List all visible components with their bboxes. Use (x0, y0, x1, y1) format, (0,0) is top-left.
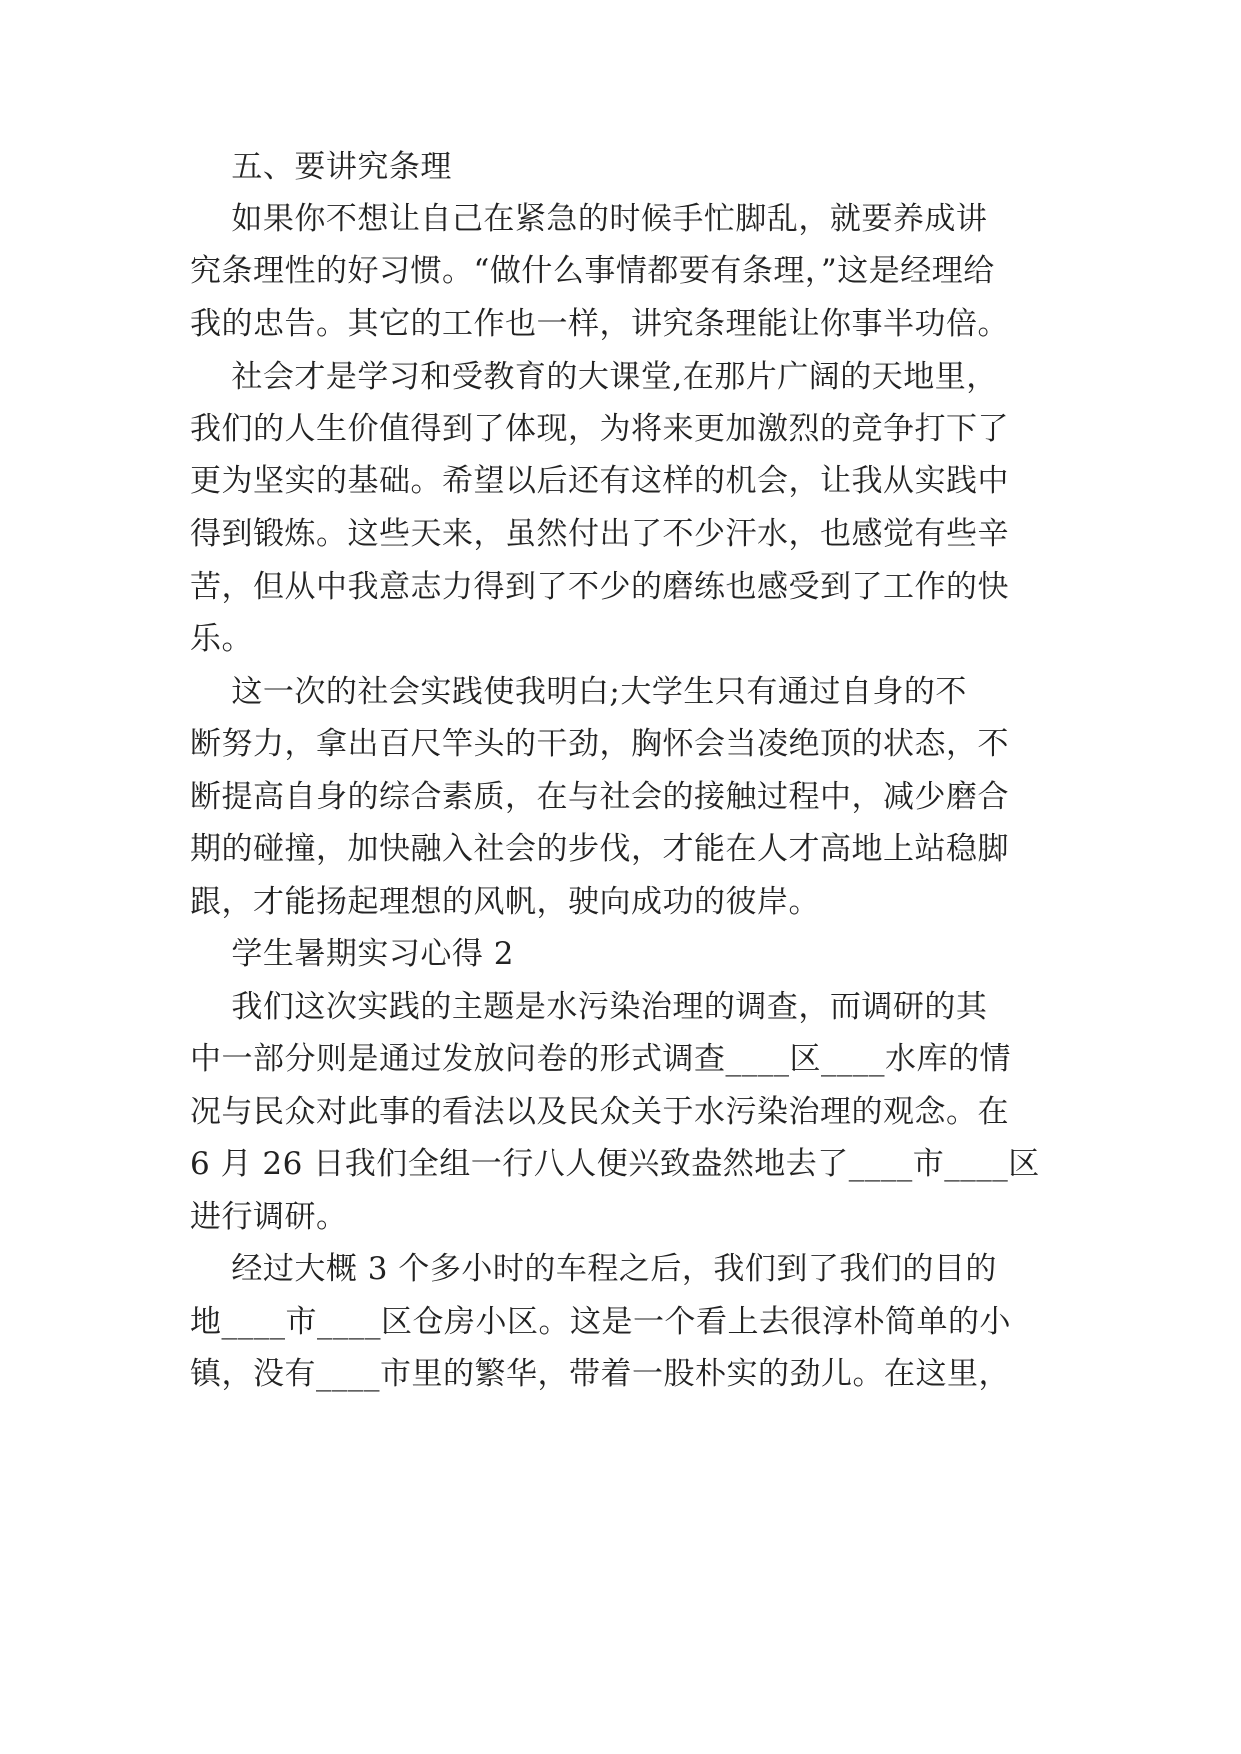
paragraph-line: 究条理性的好习惯。“做什么事情都要有条理，”这是经理给 (190, 253, 995, 289)
paragraph-line: 如果你不想让自己在紧急的时候手忙脚乱，就要养成讲 (190, 201, 988, 237)
paragraph-line: 跟，才能扬起理想的风帆，驶向成功的彼岸。 (190, 884, 820, 920)
paragraph-line: 进行调研。 (190, 1199, 348, 1235)
paragraph-line: 镇，没有____市里的繁华，带着一股朴实的劲儿。在这里， (190, 1356, 1010, 1392)
paragraph-line: 社会才是学习和受教育的大课堂,在那片广阔的天地里， (190, 359, 998, 395)
section-heading: 五、要讲究条理 (190, 149, 452, 185)
paragraph-line: 中一部分则是通过发放问卷的形式调查____区____水库的情 (190, 1041, 1011, 1077)
paragraph-line: 我的忠告。其它的工作也一样，讲究条理能让你事半功倍。 (190, 306, 1009, 342)
paragraph-line: 断提高自身的综合素质，在与社会的接触过程中，减少磨合 (190, 779, 1009, 815)
paragraph-line: 期的碰撞，加快融入社会的步伐，才能在人才高地上站稳脚 (190, 831, 1009, 867)
paragraph-line: 况与民众对此事的看法以及民众关于水污染治理的观念。在 (190, 1094, 1009, 1130)
paragraph-line: 经过大概 3 个多小时的车程之后，我们到了我们的目的 (190, 1251, 997, 1287)
paragraph-line: 断努力，拿出百尺竿头的干劲，胸怀会当凌绝顶的状态，不 (190, 726, 1009, 762)
paragraph-line: 更为坚实的基础。希望以后还有这样的机会，让我从实践中 (190, 463, 1009, 499)
paragraph-line: 得到锻炼。这些天来，虽然付出了不少汗水，也感觉有些辛 (190, 516, 1009, 552)
paragraph-line: 地____市____区仓房小区。这是一个看上去很淳朴简单的小 (190, 1304, 1011, 1340)
paragraph-line: 我们这次实践的主题是水污染治理的调查，而调研的其 (190, 989, 988, 1025)
paragraph-line: 苦，但从中我意志力得到了不少的磨练也感受到了工作的快 (190, 569, 1009, 605)
paragraph-line: 6 月 26 日我们全组一行八人便兴致盎然地去了____市____区 (190, 1146, 1040, 1182)
paragraph-line: 乐。 (190, 621, 253, 657)
subtitle-heading: 学生暑期实习心得 2 (190, 936, 514, 972)
paragraph-line: 我们的人生价值得到了体现，为将来更加激烈的竞争打下了 (190, 411, 1009, 447)
paragraph-line: 这一次的社会实践使我明白;大学生只有通过自身的不 (190, 674, 967, 710)
